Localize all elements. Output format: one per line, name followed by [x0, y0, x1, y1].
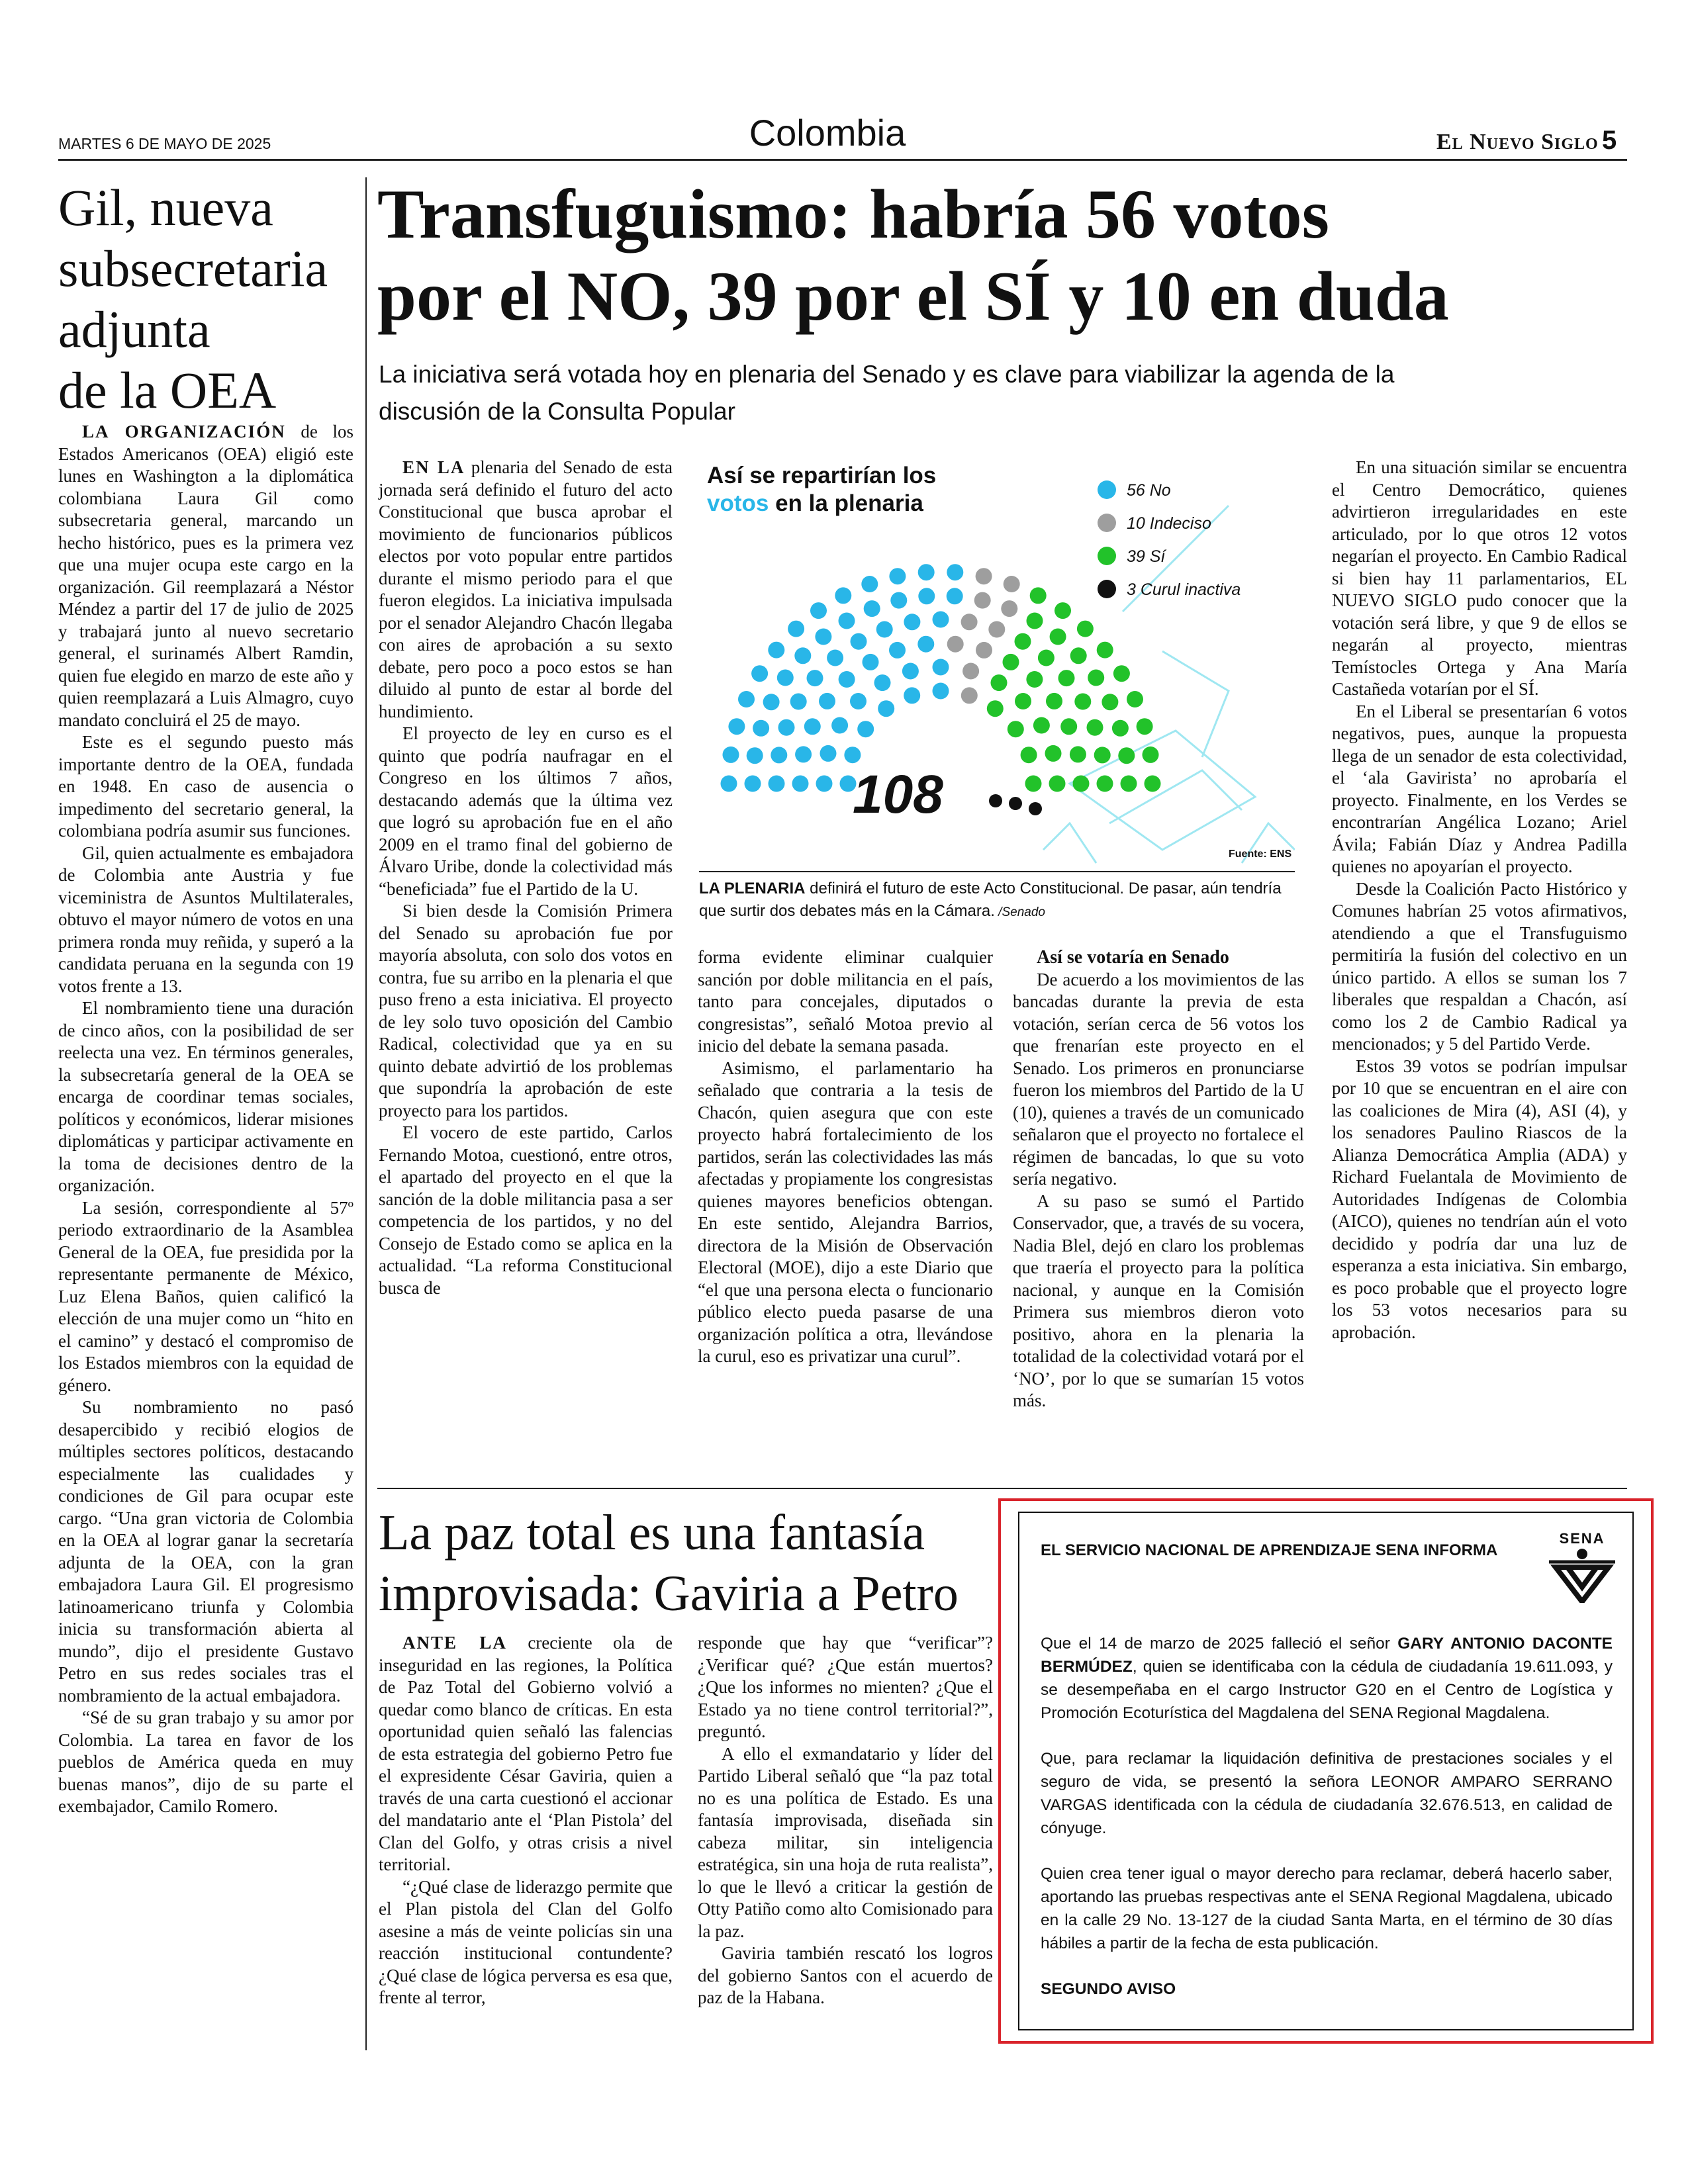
sena-logo-icon	[1542, 1547, 1622, 1603]
chart-source: Fuente: ENS	[1229, 848, 1292, 860]
main-deck: La iniciativa será votada hoy en plenaria del Senado y es clave para viabilizar la agenda de la discusión de la Consulta Popular	[379, 361, 1395, 425]
seat-dot	[831, 717, 848, 734]
seat-dot	[874, 674, 891, 691]
left-headline: Gil, nueva subsecretaria adjunta de la OEA	[58, 179, 328, 419]
lead-in: LA ORGANIZACIÓN	[82, 422, 286, 441]
seat-dot	[1112, 720, 1129, 737]
seat-dot	[788, 621, 804, 637]
parliament-chart	[699, 453, 1295, 868]
sena-logo	[1542, 1530, 1622, 1603]
seat-dot	[769, 776, 785, 792]
seat-dot	[863, 654, 879, 670]
seat-dot	[839, 671, 855, 688]
seat-dot	[1055, 602, 1071, 619]
seat-dot	[1015, 633, 1031, 650]
seat-dot	[790, 694, 807, 710]
seat-dot	[1004, 576, 1020, 592]
header-rule	[58, 159, 1627, 161]
left-article-body: LA ORGANIZACIÓN de los Estados Americanos (OEA) eligió este lunes en Washington a la diplomática colombiana Laura Gil como subsecretaria general, marcando un hecho histórico, pues es la primera vez que una mujer ocupa este cargo en la organización. Gil reemplazará a Néstor Méndez a partir del 17 de julio de 2025 y trabajará junto al nuevo secretario general, el surinamés Albert Ramdin, quien fue elegido en marzo de este año y quien reemplazará a Luis Almagro, cuyo mandato concluirá el 25 de mayo. Este es el segundo puesto más importante dentro de la OEA, fundada en 1948. En caso de ausencia o impedimento del secretario general, la colombiana podría asumir sus funciones. Gil, quien actualmente es embajadora de Colombia ante Austria y fue viceministra de Asuntos Multilaterales, obtuvo el mayor número de votos en una primera ronda muy reñida, y superó a la candidata peruana en la segunda con 19 votos frente a 13. El nombramiento tiene una duración de cinco años, con la posibilidad de ser reelecta una vez. En términos generales, la subsecretaría general de la OEA se encarga de coordinar temas sociales, políticos y económicos, liderar misiones diplomáticas y participar activamente en la toma de decisiones dentro de la organización. La sesión, correspondiente al 57º periodo extraordinario de la Asamblea General de la OEA, fue presidida por la representante permanente de México, Luz Elena Baños, quien calificó la elección de una mujer como un “hito en el camino” y destacó el compromiso de los Estados miembros con la equidad de género. Su nombramiento no pasó desapercibido y recibió elogios de múltiples sectores políticos, destacando especialmente las cualidades y condiciones de Gil para ocupar este cargo. “Una gran victoria de Colombia en la OEA al lograr ganar la secretaría adjunta de la OEA, con la gran embajadora Laura Gil. El progresismo latinoamericano triunfa y Colombia inicia su transformación abierta al mundo”, dijo el presidente Gustavo Petro en sus redes sociales tras el nombramiento de la actual embajadora. “Sé de su gran trabajo y su amor por Colombia. La tarea en favor de los pueblos de América queda en muy buenas manos”, dijo de su parte el exembajador, Camilo Romero.	[58, 422, 353, 1816]
issue-date: MARTES 6 DE MAYO DE 2025	[58, 135, 271, 152]
seat-dot	[1102, 694, 1118, 710]
seat-dot	[777, 670, 794, 686]
seat-dot	[1030, 587, 1047, 604]
seat-dot	[889, 568, 906, 584]
seat-dot	[1074, 694, 1091, 710]
seat-dot	[1145, 776, 1161, 792]
legend-label: 3 Curul inactiva	[1127, 580, 1241, 599]
seat-dot	[1121, 776, 1137, 792]
second-headline: La paz total es una fantasía improvisada: Gaviria a Petro	[379, 1505, 959, 1621]
seat-dot	[976, 568, 992, 584]
chart-title: Así se repartirían los votos en la plenaria	[707, 463, 937, 516]
page-number: 5	[1602, 126, 1617, 155]
second-col-2: responde que hay que “verificar”? ¿Verificar qué? ¿Que están muertos? ¿Que los informes no mienten? ¿Que el Estado ya no tiene control territorial?”, preguntó. A ello el exmandatario y líder del Partido Liberal señaló que “la paz total no es una política de Estado. Es una fantasía improvisada, diseñada sin cabeza militar, sin inteligencia estratégica, sin una hoja de ruta realista”, lo que le llevó a criticar la gestión de Otty Patiño como alto Comisionado para la paz. Gaviria también rescató los logros del gobierno Santos con el acuerdo de paz de la Habana.	[698, 1633, 993, 2007]
total-seats-label: 108	[853, 764, 943, 825]
seat-dot	[1001, 600, 1017, 617]
seat-dot	[1077, 621, 1094, 637]
seat-dot	[988, 621, 1005, 638]
seat-dot	[864, 600, 880, 617]
seat-dot	[1073, 776, 1090, 792]
inactive-seat-dot	[1009, 797, 1022, 810]
main-col-4: En una situación similar se encuentra el Centro Democrático, quienes advirtieron irregularidades en este articulado, por lo que otros 12 votos negarían el proyecto. En Cambio Radical si bien hay 11 parlamentarios, EL NUEVO SIGLO pudo conocer que la votación será libre, y que 9 de ellos se negarán al proyecto, mientras Temístocles Ortega y Ana María Castañeda votarían por el SÍ. En el Liberal se presentarían 6 votos negativos, pues, aunque la propuesta llega de un senador de esta colectividad, el ‘ala Gavirista’ no aprobaría el proyecto. Finalmente, en los Verdes se encontrarían Angélica Lozano; Ariel Ávila; Fabián Díaz y Andrea Padilla quienes no apoyarían el proyecto. Desde la Coalición Pacto Histórico y Comunes habrían 25 votos afirmativos, atendiendo a que el Transfuguismo permitiría la fusión del colectivo en un único partido. A ellos se suman los 7 liberales que respaldan a Chacón, así como los 2 de Cambio Radical ya mencionados; y 5 del Partido Verde. Estos 39 votos se podrían impulsar por 10 que se encuentran en el aire con las coaliciones de Mira (4), ASI (4), y los senadores Paulino Riascos de la Alianza Democrática Amplia (ADA) y Richard Fuelantala de Movimiento de Autoridades Indígenas de Colombia (AICO), quienes no tendrían aún el voto decidido y podría dar una luz de esperanza a esta iniciativa. Sin embargo, es poco probable que el proyecto logre los 53 votos necesarios para su aprobación.	[1332, 457, 1627, 1342]
legend-swatch	[1098, 580, 1116, 598]
seat-dot	[768, 642, 784, 659]
seat-dot	[1049, 776, 1066, 792]
seat-dot	[1143, 747, 1159, 763]
seat-dot	[804, 718, 821, 735]
seat-dot	[771, 747, 787, 763]
inactive-seat-dot	[1029, 802, 1042, 815]
seat-dot	[857, 721, 874, 737]
seat-dot	[1033, 717, 1050, 734]
second-col-1: ANTE LA creciente ola de inseguridad en las regiones, la Política de Paz Total del Gobierno volvió a quedar como blanco de críticas. En esta oportunidad quien señaló las falencias de esta estrategia del gobierno Petro fue el expresidente César Gaviria, quien a través de una carta cuestionó el accionar del mandatario ante el ‘Plan Pistola’ del Clan del Golfo, y otras crisis a nivel territorial. “¿Qué clase de liderazgo permite que el Plan pistola del Clan del Golfo asesine a más de veinte policías sin una reacción institucional contundente? ¿Qué clase de lógica perversa es esa que, frente al terror,	[379, 1633, 673, 2007]
seat-dot	[1137, 718, 1153, 735]
seat-dot	[1088, 670, 1104, 686]
seat-dot	[835, 587, 851, 604]
legend-swatch	[1098, 480, 1116, 499]
seat-dot	[861, 576, 878, 592]
seat-dot	[1070, 746, 1086, 762]
seat-dot	[1097, 642, 1113, 659]
main-headline: Transfuguismo: habría 56 votos por el NO, 39 por el SÍ y 10 en duda	[377, 175, 1449, 335]
seat-dot	[933, 683, 949, 700]
main-col-1: EN LA plenaria del Senado de esta jornada será definido el futuro del acto Constitucional que busca aprobar el movimiento de funcionarios públicos electos por voto popular entre partidos durante el mismo periodo para el que fueron elegidos. La iniciativa impulsada por el senador Alejandro Chacón llegaba con aires de aprobación a su sexto debate, pero poco a poco estos se han diluido al punto de estar al borde del hundimiento. El proyecto de ley en curso es el quinto que podría naufragar en el Congreso en los últimos 7 años, destacando además que la última vez que logró su aprobación fue en el año 2009 en el tramo final del gobierno de Álvaro Uribe, donde la colectividad más “beneficiada” fue el Partido de la U. Si bien desde la Comisión Primera del Senado su aprobación fue por mayoría absoluta, con solo dos votos en contra, fue su arribo en la plenaria el que puso freno a esta iniciativa. El proyecto de ley solo tuvo oposición del Cambio Radical, colectividad que ya en su quinto debate advirtió de los problemas que supondría la aprobación de este proyecto para los partidos. El vocero de este partido, Carlos Fernando Motoa, cuestionó, entre otros, el apartado del proyecto en el que la sanción de la doble militancia pasa a ser competencia de los partidos, y no del Consejo de Estado como se aplica en la actualidad. “La reforma Constitucional busca de	[379, 457, 673, 1298]
seat-dot	[987, 700, 1004, 717]
seat-dot	[844, 747, 861, 763]
section-rule	[377, 1488, 1627, 1489]
seat-dot	[947, 588, 963, 604]
seat-dot	[1060, 718, 1077, 735]
legend-label: 39 Sí	[1127, 547, 1166, 566]
seat-dot	[876, 621, 893, 638]
seat-dot	[751, 665, 768, 682]
seat-dot	[1026, 671, 1043, 688]
seat-dot	[1058, 670, 1075, 686]
seat-dot	[1025, 776, 1042, 792]
seat-dot	[1027, 613, 1043, 629]
seat-dot	[1038, 650, 1055, 666]
legend-swatch	[1098, 514, 1116, 532]
notice-box	[1018, 1512, 1634, 2030]
legend-swatch	[1098, 547, 1116, 565]
seat-dot	[904, 614, 920, 630]
seat-dot	[889, 642, 906, 659]
legend-label: 10 Indeciso	[1127, 514, 1211, 533]
masthead: El Nuevo Siglo	[1436, 130, 1599, 154]
subhead: Así se votaría en Senado	[1037, 947, 1229, 968]
seat-dot	[878, 700, 894, 717]
column-divider	[365, 177, 367, 2050]
seat-dot	[1003, 654, 1019, 670]
seat-dot	[947, 564, 963, 580]
seat-dot	[1008, 721, 1024, 737]
seat-dot	[991, 674, 1008, 691]
seat-dot	[974, 592, 991, 609]
seat-dot	[961, 687, 978, 704]
seat-dot	[961, 614, 978, 630]
seat-dot	[1113, 665, 1130, 682]
chart-caption: LA PLENARIA definirá el futuro de este Acto Constitucional. De pasar, aún tendría que surtir dos debates más en la Cámara. /Senado	[699, 880, 1282, 920]
seat-dot	[962, 663, 979, 680]
inactive-seat-dot	[989, 794, 1002, 807]
seat-dot	[747, 747, 763, 764]
sena-logo-text: SENA	[1559, 1530, 1605, 1547]
seat-dot	[827, 650, 843, 666]
chart-caption-rule	[699, 871, 1295, 872]
main-col-2: forma evidente eliminar cualquier sanción por doble militancia en el país, tanto para concejales, diputados o congresistas”, señaló Motoa previo al inicio del debate la semana pasada. Asimismo, el parlamentario ha señalado que contraria a la tesis de Chacón, quien asegura que con este proyecto habrá fortalecimiento de los partidos, serán las colectividades las más afectadas y propiamente los congresistas quienes mayores beneficios obtengan. En este sentido, Alejandra Barrios, directora de la Misión de Observación Electoral (MOE), dijo a este Diario que “el que una persona electa o funcionario público electo pueda pasarse de una organización política a otra, llevándose la curul, eso es privatizar una curul”.	[698, 947, 993, 1366]
notice-footer: SEGUNDO AVISO	[1041, 1980, 1176, 1998]
seat-dot	[1046, 693, 1062, 709]
seat-dot	[933, 659, 949, 676]
notice-heading: EL SERVICIO NACIONAL DE APRENDIZAJE SENA INFORMA	[1041, 1541, 1498, 1559]
seat-dot	[807, 670, 823, 686]
seat-dot	[850, 693, 867, 709]
seat-dot	[1118, 747, 1135, 764]
seat-dot	[1045, 745, 1062, 762]
chart-background-illustration	[1043, 506, 1295, 863]
seat-dot	[947, 636, 964, 653]
seat-dot	[792, 776, 809, 792]
seat-dot	[819, 693, 835, 709]
section-name: Colombia	[749, 112, 906, 154]
main-col-3: Así se votaría en Senado De acuerdo a los movimientos de las bancadas durante la previa de esta votación, serían cerca de 56 votos los que frenarían este proyecto en el Senado. Los primeros en pronunciarse fueron los miembros del Partido de la U (10), quienes a través de un comunicado señalaron que el proyecto no fortalece el régimen de bancadas, lo que su voto sería negativo. A su paso se sumó el Partido Conservador, que, a través de su vocera, Nadia Blel, dejó en claro los problemas que traería el proyecto para la política nacional, y aunque en la Comisión Primera sus miembros dieron voto positivo, ahora en la plenaria la totalidad de la colectividad votará por el ‘NO’, por lo que se sumarían 15 votos más.	[1013, 947, 1304, 1410]
seat-dot	[753, 720, 769, 737]
legend	[1098, 480, 1241, 599]
seat-dot	[1127, 691, 1143, 707]
seat-dot	[794, 647, 811, 664]
seat-dot	[1070, 647, 1087, 664]
seat-dot	[1087, 719, 1103, 736]
seat-dot	[810, 602, 827, 619]
legend-label: 56 No	[1127, 481, 1171, 500]
seat-dot	[839, 613, 855, 629]
seat-dot	[890, 592, 907, 609]
seat-dot	[745, 776, 761, 792]
seat-dot	[728, 718, 745, 735]
seat-dot	[1050, 629, 1066, 645]
seat-dot	[1097, 776, 1113, 792]
seat-dot	[816, 776, 833, 792]
seat-dot	[1094, 747, 1111, 763]
seat-dot	[721, 776, 737, 792]
seat-dot	[976, 642, 992, 659]
seat-dot	[904, 687, 920, 704]
seat-dot	[815, 629, 831, 645]
seat-dot	[723, 747, 739, 763]
seat-dot	[851, 633, 867, 650]
seat-dot	[763, 694, 780, 710]
seat-dot	[917, 636, 934, 653]
seat-dot	[918, 588, 935, 604]
seat-dot	[738, 691, 755, 707]
seat-dot	[820, 745, 837, 762]
seat-dot	[778, 719, 795, 736]
seat-dot	[918, 564, 935, 580]
seat-dot	[1021, 747, 1037, 763]
notice-body: Que el 14 de marzo de 2025 falleció el señor GARY ANTONIO DACONTE BERMÚDEZ, quien se identificaba con la cédula de ciudadanía 19.611.093, y se desempeñaba en el cargo Instructor G20 en el Centro de Logística y Promoción Ecoturística del Magdalena del SENA Regional Magdalena. Que, para reclamar la liquidación definitiva de prestaciones sociales y el seguro de vida, se presentó la señora LEONOR AMPARO SERRANO VARGAS identificada con la cédula de ciudadanía 32.676.513, en calidad de cónyuge. Quien crea tener igual o mayor derecho para reclamar, deberá hacerlo saber, aportando las pruebas respectivas ante el SENA Regional Magdalena, ubicado en la calle 29 No. 13-127 de la ciudad Santa Marta, en el término de 30 días hábiles a partir de la fecha de esta publicación. SEGUNDO AVISO	[1041, 1632, 1613, 2001]
seat-dot	[902, 663, 919, 680]
seat-dot	[933, 612, 949, 628]
seat-dot	[795, 746, 812, 762]
seat-dot	[1015, 693, 1031, 709]
